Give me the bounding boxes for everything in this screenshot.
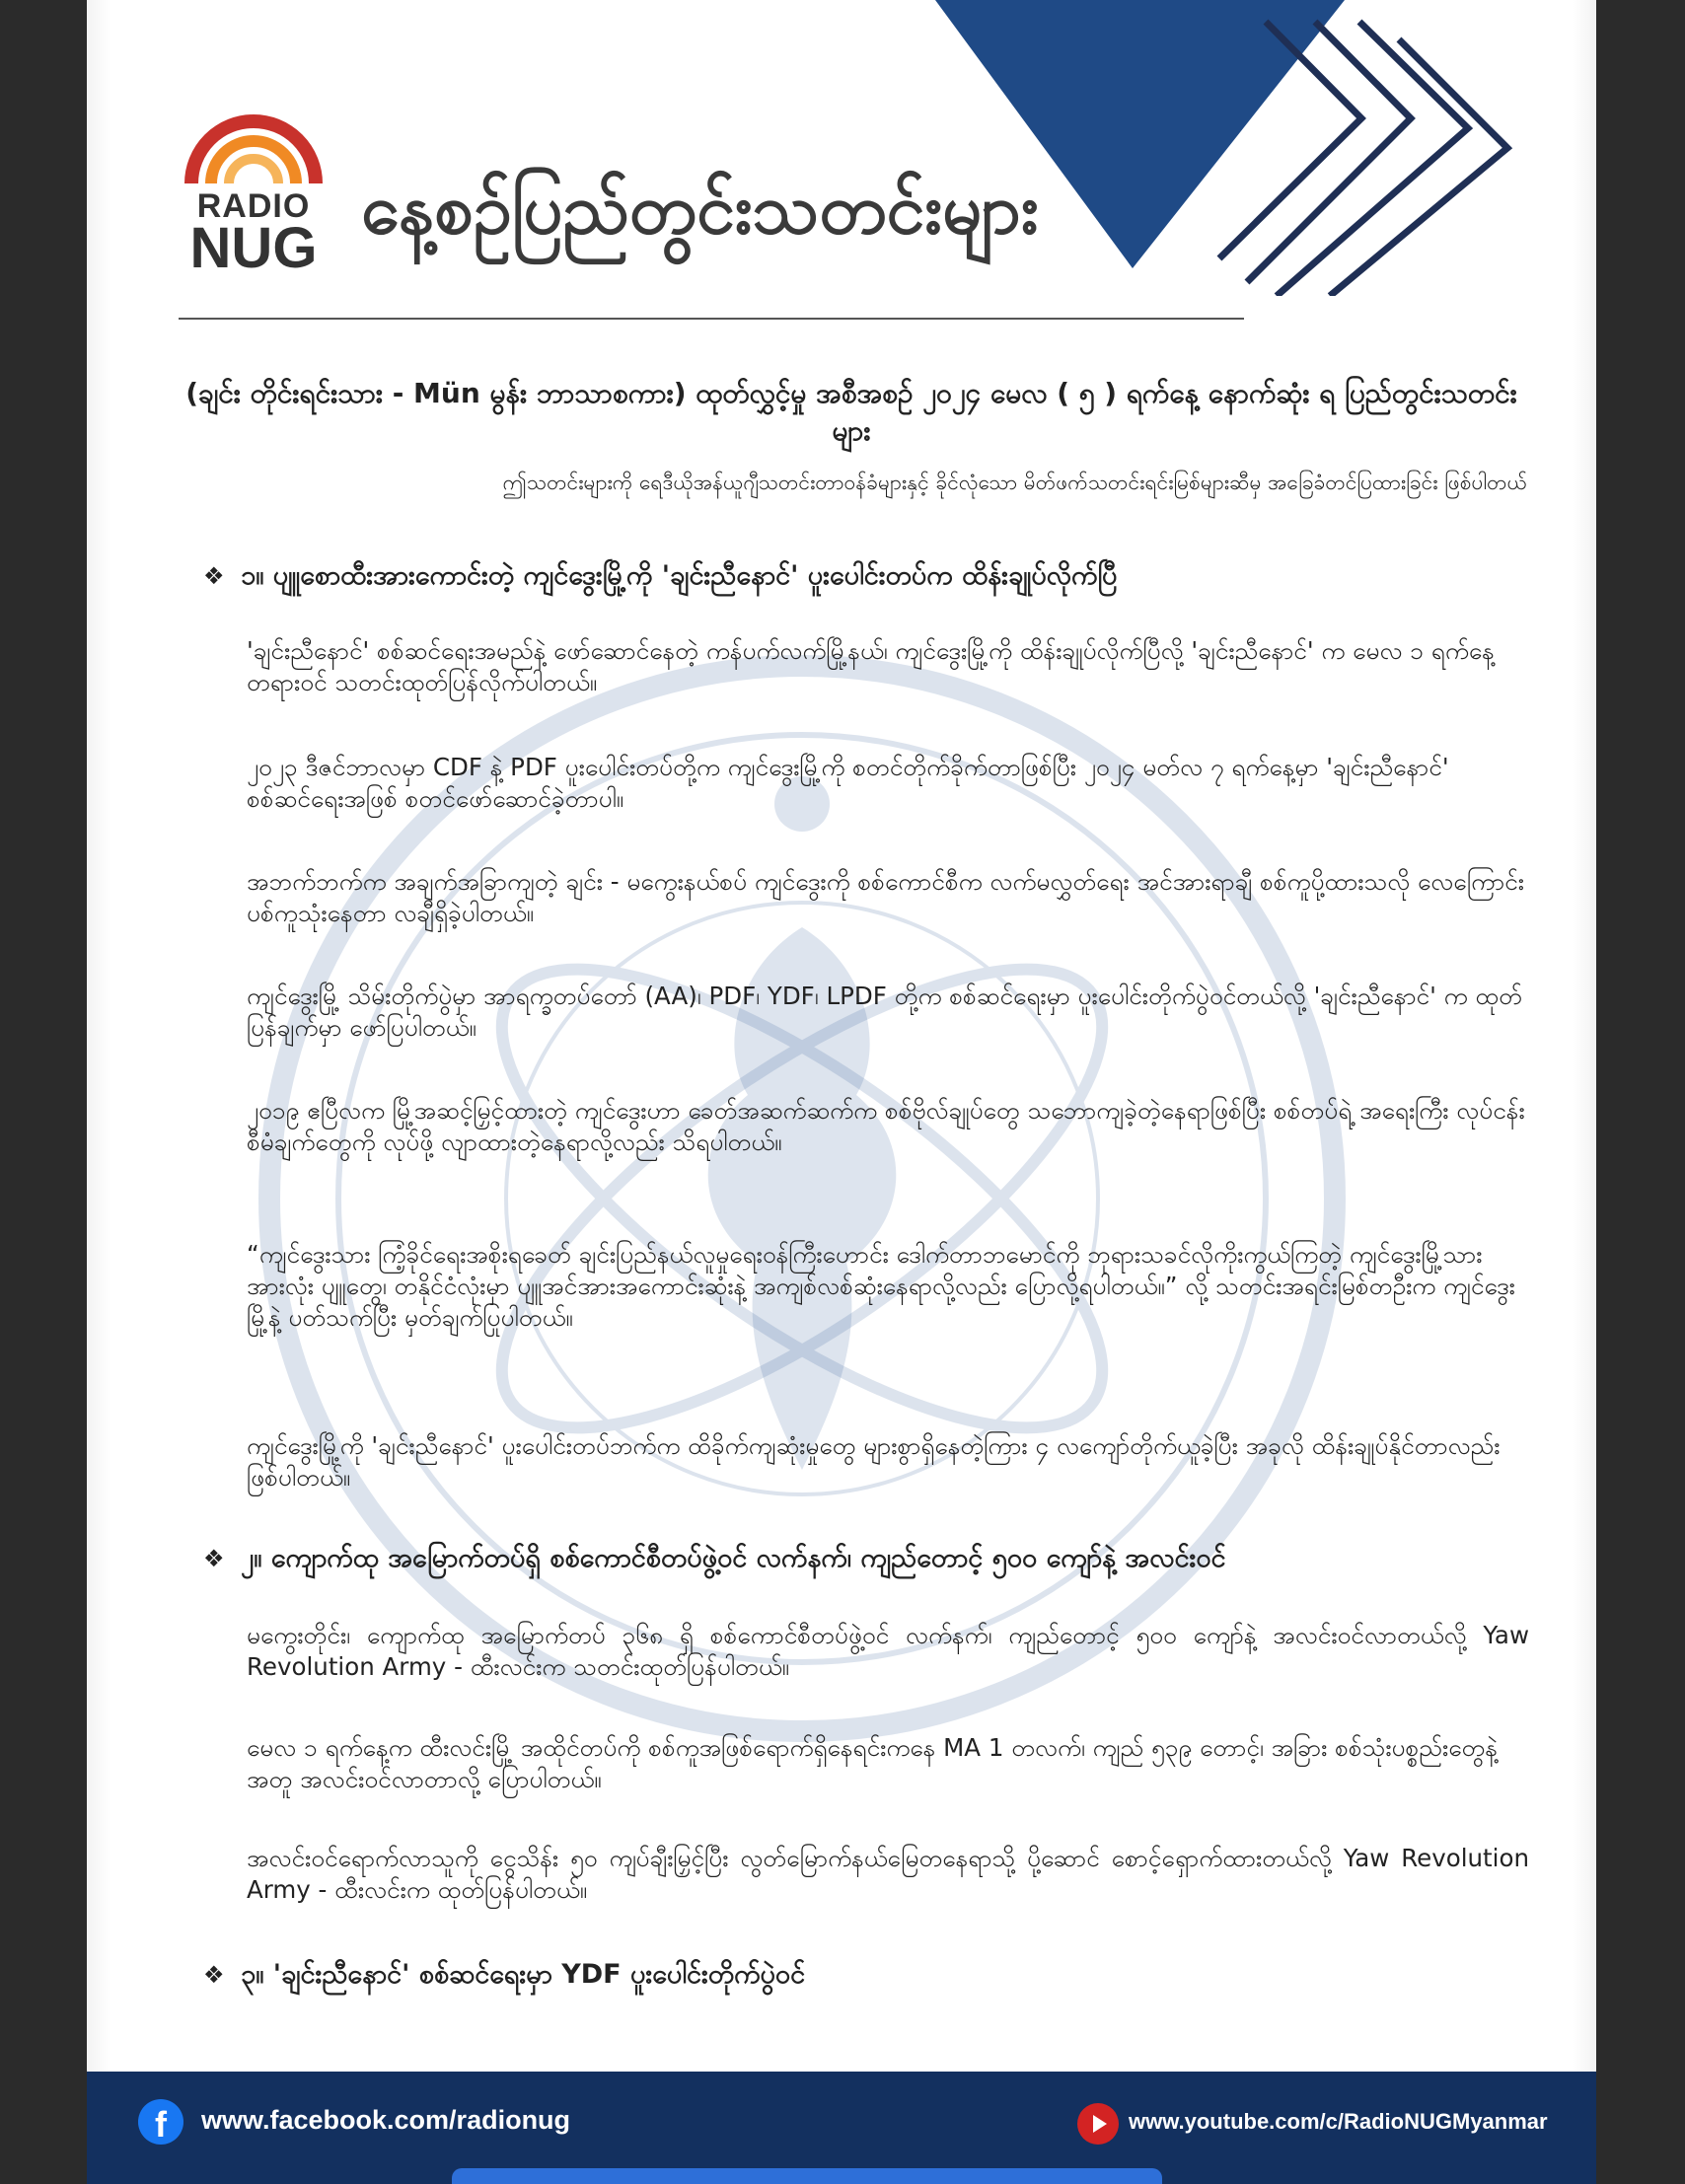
article-heading-text: ၂။ ကျောက်ထု အမြောက်တပ်ရှိ စစ်ကောင်စီတပ်ဖွဲ့ဝင် လက်နက်၊ ကျည်တောင့် ၅၀၀ ကျော်နဲ့ အလင်းဝင် bbox=[241, 1543, 1226, 1573]
article-heading-1 bbox=[203, 558, 1117, 598]
masthead-title: နေ့စဉ်ပြည်တွင်းသတင်းများ bbox=[361, 169, 1039, 250]
article-2-paragraph-1: မကွေးတိုင်း၊ ကျောက်ထု အမြောက်တပ် ၃၆၈ ရှိ စစ်ကောင်စီတပ်ဖွဲ့ဝင် လက်နက်၊ ကျည်တောင့် ၅၀၀ ကျော်နဲ့ အလင်းဝင်လာတယ်လို့ Yaw Revolution Army - ထီးလင်းက သတင်းထုတ်ပြန်ပါတယ်။ bbox=[247, 1621, 1529, 1681]
youtube-link[interactable]: www.youtube.com/c/RadioNUGMyanmar bbox=[1129, 2109, 1548, 2134]
article-1-paragraph-1: 'ချင်းညီနောင်' စစ်ဆင်ရေးအမည်နဲ့ ဖော်ဆောင်နေတဲ့ ကန်ပက်လက်မြို့နယ်၊ ကျင်ဒွေးမြို့ကို ထိန်းချုပ်လိုက်ပြီလို့ 'ချင်းညီနောင်' က မေလ ၁ ရက်နေ့ တရားဝင် သတင်းထုတ်ပြန်လိုက်ပါတယ်။ bbox=[247, 636, 1495, 696]
facebook-link[interactable]: www.facebook.com/radionug bbox=[201, 2105, 571, 2135]
masthead-divider bbox=[179, 318, 1244, 320]
footer-bar bbox=[87, 2072, 1596, 2184]
article-heading-3 bbox=[203, 1957, 805, 1997]
article-1-paragraph-4: ကျင်ဒွေးမြို့ သိမ်းတိုက်ပွဲမှာ အာရက္ခတပ်တော် (AA)၊ PDF၊ YDF၊ LPDF တို့က စစ်ဆင်ရေးမှာ ပူးပေါင်းတိုက်ပွဲဝင်တယ်လို့ 'ချင်းညီနောင်' က ထုတ်ပြန်ချက်မှာ ဖော်ပြပါတယ်။ bbox=[247, 982, 1522, 1042]
article-heading-2 bbox=[203, 1541, 1226, 1580]
facebook-icon[interactable]: f bbox=[138, 2099, 183, 2145]
article-2-paragraph-3: အလင်းဝင်ရောက်လာသူကို ငွေသိန်း ၅၀ ကျပ်ချီးမြှင့်ပြီး လွတ်မြောက်နယ်မြေတနေရာသို့ ပို့ဆောင် စောင့်ရှောက်ထားတယ်လို့ Yaw Revolution Army - ထီးလင်းက ထုတ်ပြန်ပါတယ်။ bbox=[247, 1844, 1529, 1904]
news-page bbox=[87, 0, 1596, 2184]
article-heading-text: ၃။ 'ချင်းညီနောင်' စစ်ဆင်ရေးမှာ YDF ပူးပေါင်းတိုက်ပွဲဝင် bbox=[241, 1959, 806, 1990]
logo-radio-text: RADIO bbox=[196, 187, 311, 225]
logo-arc-icon bbox=[180, 109, 328, 187]
footer-accent-strip bbox=[452, 2168, 1162, 2184]
article-heading-text: ၁။ ပျူစောထီးအားကောင်းတဲ့ ကျင်ဒွေးမြို့ကို 'ချင်းညီနောင်' ပူးပေါင်းတပ်က ထိန်းချုပ်လိုက်ပြီ bbox=[241, 560, 1118, 591]
article-1-paragraph-2: ၂၀၂၃ ဒီဇင်ဘာလမှာ CDF နဲ့ PDF ပူးပေါင်းတပ်တို့က ကျင်ဒွေးမြို့ကို စတင်တိုက်ခိုက်တာဖြစ်ပြီး ၂၀၂၄ မတ်လ ၇ ရက်နေ့မှာ 'ချင်းညီနောင်' စစ်ဆင်ရေးအဖြစ် စတင်ဖော်ဆောင်ခဲ့တာပါ။ bbox=[247, 753, 1449, 813]
article-1-paragraph-5: ၂၀၁၉ ဧပြီလက မြို့အဆင့်မြှင့်ထားတဲ့ ကျင်ဒွေးဟာ ခေတ်အဆက်ဆက်က စစ်ဗိုလ်ချုပ်တွေ သဘောကျခဲ့တဲ့နေရာဖြစ်ပြီး စစ်တပ်ရဲ့ အရေးကြီး လုပ်ငန်းစီမံချက်တွေကို လုပ်ဖို့ လျာထားတဲ့နေရာလို့လည်း သိရပါတယ်။ bbox=[247, 1096, 1525, 1156]
article-1-paragraph-3: အဘက်ဘက်က အချက်အခြာကျတဲ့ ချင်း - မကွေးနယ်စပ် ကျင်ဒွေးကို စစ်ကောင်စီက လက်မလွှတ်ရေး အင်အားရာချီ စစ်ကူပို့ထားသလို လေကြောင်းပစ်ကူသုံးနေတာ လချီရှိခဲ့ပါတယ်။ bbox=[247, 867, 1524, 927]
bullet-icon: ❖ bbox=[203, 562, 225, 590]
headline: (ချင်း တိုင်းရင်းသား - Mün မွန်း ဘာသာစကား) ထုတ်လွှင့်မှု အစီအစဉ် ၂၀၂၄ မေလ ( ၅ ) ရက်နေ့ နောက်ဆုံး ရ ပြည်တွင်းသတင်းများ bbox=[185, 377, 1517, 447]
article-1-paragraph-7: ကျင်ဒွေးမြို့ကို 'ချင်းညီနောင်' ပူးပေါင်းတပ်ဘက်က ထိခိုက်ကျဆုံးမှုတွေ များစွာရှိနေတဲ့ကြား ၄ လကျော်တိုက်ယူခဲ့ပြီး အခုလို ထိန်းချုပ်နိုင်တာလည်း ဖြစ်ပါတယ်။ bbox=[247, 1431, 1501, 1492]
article-1-paragraph-6: “ကျင်ဒွေးသား ကြံ့ခိုင်ရေးအစိုးရခေတ် ချင်းပြည်နယ်လူမှုရေးဝန်ကြီးဟောင်း ဒေါက်တာဘမောင်ကို ဘုရားသခင်လိုကိုးကွယ်ကြတဲ့ ကျင်ဒွေးမြို့သားအားလုံး ပျူတွေ၊ တနိုင်ငံလုံးမှာ ပျူအင်အားအကောင်းဆုံးနဲ့ အကျစ်လစ်ဆုံးနေရာလို့လည်း ပြောလို့ရပါတယ်။” လို့ သတင်းအရင်းမြစ်တဦးက ကျင်ဒွေးမြို့နဲ့ ပတ်သက်ပြီး မှတ်ချက်ပြုပါတယ်။ bbox=[247, 1240, 1515, 1332]
radio-nug-logo bbox=[180, 109, 328, 280]
bullet-icon: ❖ bbox=[203, 1961, 225, 1989]
bullet-icon: ❖ bbox=[203, 1545, 225, 1572]
source-note: ဤသတင်းများကို ရေဒီယိုအန်ယူဂျီသတင်းတာဝန်ခံများနှင့် ခိုင်လုံသော မိတ်ဖက်သတင်းရင်းမြစ်များဆီမှ အခြေခံတင်ပြထားခြင်း ဖြစ်ပါတယ် bbox=[502, 471, 1527, 494]
youtube-icon[interactable] bbox=[1077, 2103, 1119, 2145]
logo-nug-text: NUG bbox=[189, 216, 318, 280]
article-2-paragraph-2: မေလ ၁ ရက်နေ့က ထီးလင်းမြို့ အထိုင်တပ်ကို စစ်ကူအဖြစ်ရောက်ရှိနေရင်းကနေ MA 1 တလက်၊ ကျည် ၅၃၉ တောင့်၊ အခြား စစ်သုံးပစ္စည်းတွေနဲ့အတူ အလင်းဝင်လာတာလို့ ပြောပါတယ်။ bbox=[247, 1733, 1499, 1793]
